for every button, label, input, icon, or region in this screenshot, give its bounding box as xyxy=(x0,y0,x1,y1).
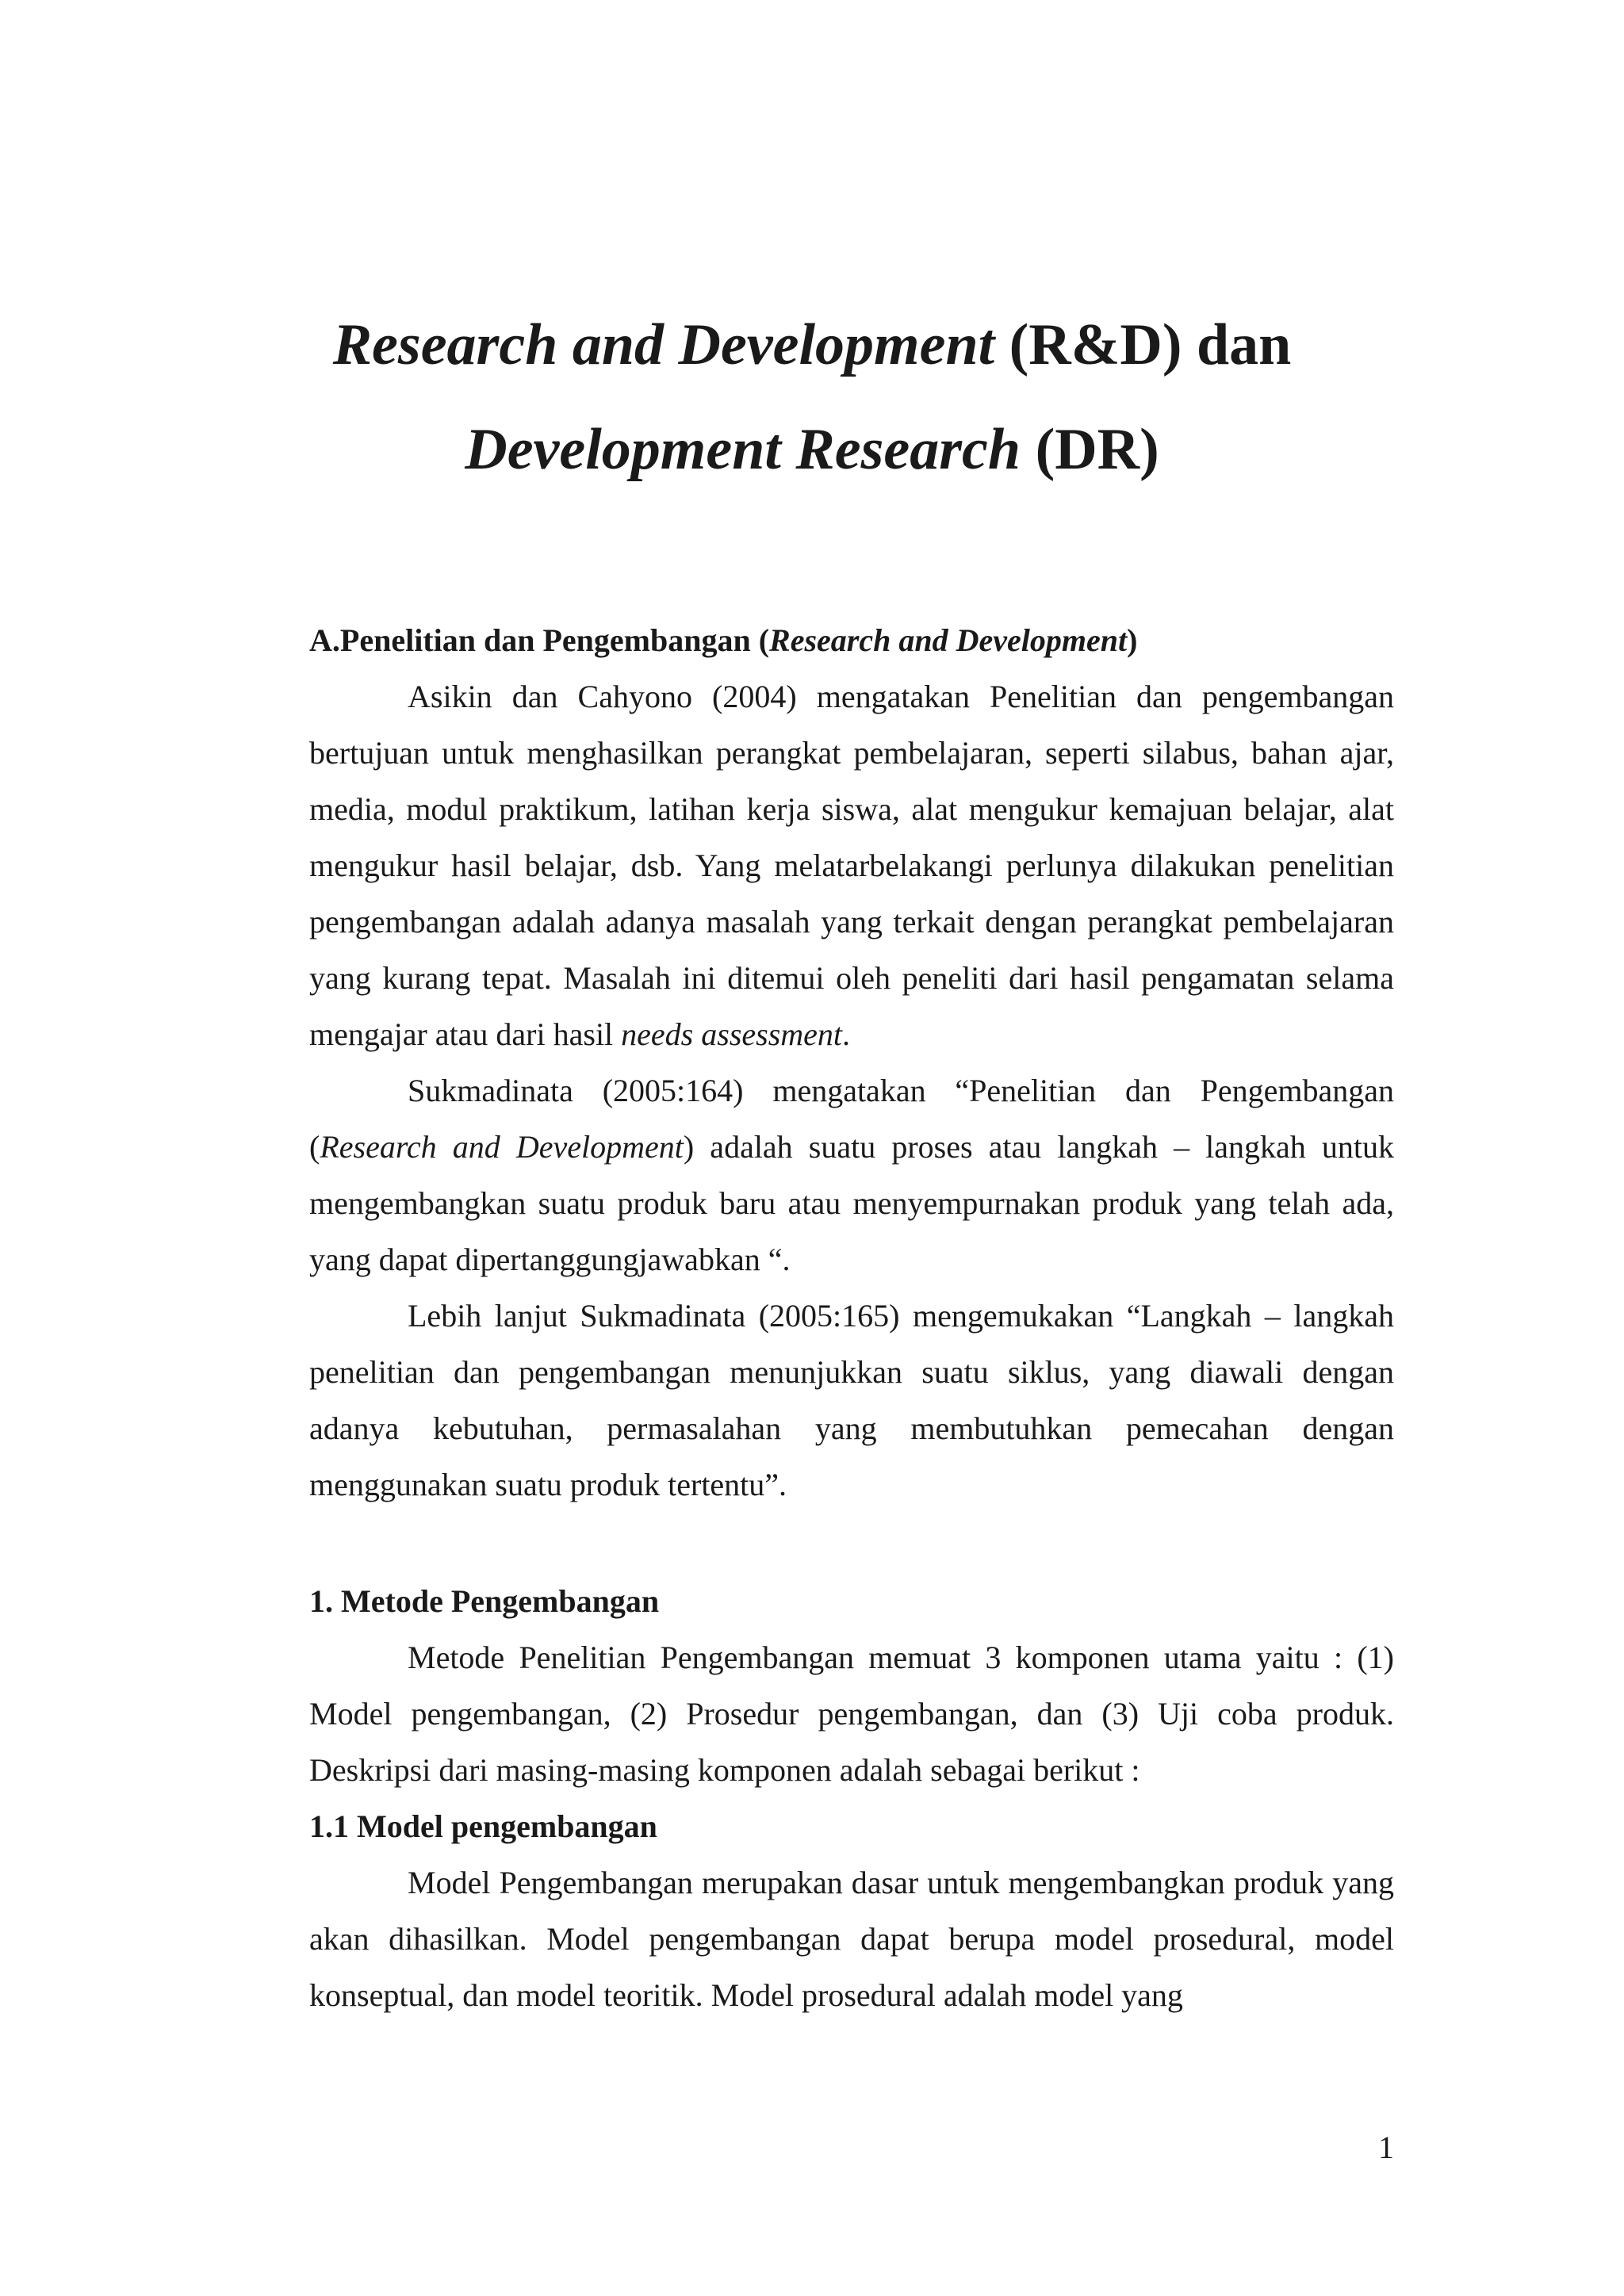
page-number: 1 xyxy=(1378,2130,1394,2165)
paragraph-1-text: Asikin dan Cahyono (2004) mengatakan Penelitian dan pengembangan bertujuan untuk menghasilkan perangkat pembelajaran, seperti silabus, bahan ajar, media, modul praktikum, latihan kerja siswa, alat mengukur kemajuan belajar, alat mengukur hasil belajar, dsb. Yang melatarbelakangi perlunya dilakukan penelitian pengembangan adalah adanya masalah yang terkait dengan perangkat pembelajaran yang kurang tepat. Masalah ini ditemui oleh peneliti dari hasil pengamatan selama mengajar atau dari hasil xyxy=(309,679,1394,1052)
section-a-heading xyxy=(309,612,1394,668)
paragraph-1-end: . xyxy=(842,1016,851,1052)
title-line-2-rest: (DR) xyxy=(1021,417,1159,482)
section-1-1-heading: 1.1 Model pengembangan xyxy=(309,1808,657,1844)
section-a-paragraph-2 xyxy=(309,1062,1394,1288)
section-1 xyxy=(309,1573,1394,2023)
section-a-heading-prefix: A.Penelitian dan Pengembangan ( xyxy=(309,622,770,658)
title-line-1-italic: Research and Development xyxy=(332,312,995,377)
section-1-heading: 1. Metode Pengembangan xyxy=(309,1583,660,1619)
section-1-paragraph: Metode Penelitian Pengembangan memuat 3 komponen utama yaitu : (1) Model pengembangan, (2) Prosedur pengembangan, dan (3) Uji coba produk. Deskripsi dari masing-masing komponen adalah sebagai berikut : xyxy=(309,1640,1394,1788)
section-a xyxy=(309,612,1394,1513)
title-line-1 xyxy=(0,312,1624,377)
paragraph-2-italic-term: Research and Development xyxy=(320,1129,684,1165)
section-a-paragraph-1 xyxy=(309,668,1394,1062)
title-line-1-rest: (R&D) dan xyxy=(994,312,1292,377)
section-1-1-paragraph: Model Pengembangan merupakan dasar untuk mengembangkan produk yang akan dihasilkan. Model pengembangan dapat berupa model prosedural, model konseptual, dan model teoritik. Model prosedural adalah model yang xyxy=(309,1865,1394,2013)
section-a-heading-suffix: ) xyxy=(1127,622,1138,658)
paragraph-2-end: ) adalah suatu proses atau langkah – langkah untuk mengembangkan suatu produk baru atau menyempurnakan produk yang telah ada, yang dapat dipertanggungjawabkan “. xyxy=(309,1129,1395,1277)
paragraph-1-italic-term: needs assessment xyxy=(621,1016,843,1052)
title-line-2-italic: Development Research xyxy=(465,417,1021,482)
title-line-2 xyxy=(0,417,1624,482)
section-a-paragraph-3: Lebih lanjut Sukmadinata (2005:165) mengemukakan “Langkah – langkah penelitian dan pengembangan menunjukkan suatu siklus, yang diawali dengan adanya kebutuhan, permasalahan yang membutuhkan pemecahan dengan menggunakan suatu produk tertentu”. xyxy=(309,1298,1394,1502)
section-a-heading-italic: Research and Development xyxy=(769,622,1128,658)
paragraph-2-start: Sukmadinata (2005:164) mengatakan “Penelitian dan Pengembangan ( xyxy=(309,1073,1394,1165)
